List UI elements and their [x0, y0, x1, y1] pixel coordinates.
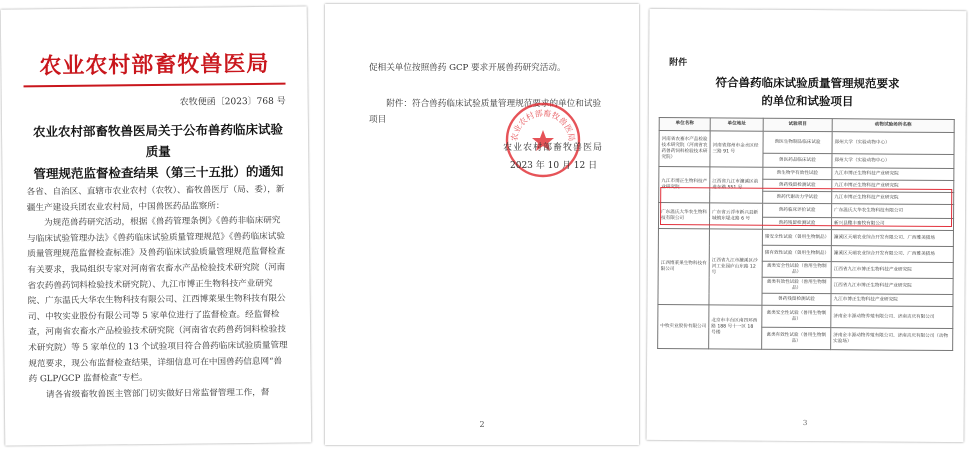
table-row — [659, 130, 954, 154]
cell-animal-site: 郑州大学（实验动物中心） — [832, 154, 954, 169]
cell-animal-site: 济南金丰源动物养殖有限公司、济南吉庆有限公司（动物实验场） — [831, 328, 953, 351]
header-unit-name: 单位名称 — [659, 117, 710, 130]
header-test-project: 试验项目 — [763, 118, 832, 131]
table-row — [659, 166, 954, 180]
header-unit-address: 单位地址 — [710, 118, 763, 131]
cell-test-project: 兽医生物制品临床试验 — [763, 131, 832, 153]
cell-unit-name: 九江市博正生物科技产业研究院 — [659, 166, 710, 202]
cell-test-project: 禽类安全性试验（兽用生物制品） — [762, 305, 831, 327]
cell-test-project: 兽药残留检测试验 — [762, 293, 831, 305]
header-animal-site: 动物试验场所名称 — [832, 119, 954, 133]
cell-test-project: 猪有效性试验（兽用生物制品） — [762, 245, 831, 261]
cell-test-project: 兽医药品临床试验 — [763, 153, 832, 167]
cell-animal-site: 新兴县穗丰畜牧有限公司 — [831, 218, 953, 231]
cell-unit-name: 江西博莱果生物科技有限公司 — [658, 228, 710, 304]
cell-unit-address: 广东省云浮市新兴县新城镇东堤北路 6 号 — [709, 203, 762, 229]
highlight-box — [660, 187, 952, 227]
annex-title-line-2: 的单位和试验项目 — [761, 93, 854, 109]
cell-test-project: 禽类有效性试验（兽用生物制品） — [762, 327, 831, 349]
cell-unit-address: 江西省九江市濂溪区前进东路 551 号 — [710, 167, 763, 203]
attachment-line-1: 附件：符合兽药临床试验质量管理规范要求的单位和试验 — [386, 99, 602, 109]
body-paragraph: 请各省级畜牧兽医主管部门切实做好日常监督管理工作，督 — [45, 387, 270, 400]
cell-unit-address: 江西省九江市濂溪区沙河工业园庐山东路 12 号 — [709, 229, 763, 305]
cell-animal-site: 九江市博正生物科技产业研究院 — [832, 192, 954, 205]
cell-test-project: 兽生物学有效性试验 — [763, 167, 832, 179]
cell-animal-site: 广东温氏大华农生物科技有限公司 — [832, 204, 954, 219]
issuing-organization: 农业农村部畜牧兽医局 — [39, 51, 270, 80]
cell-test-project: 兽药临床评价试验 — [763, 203, 832, 217]
document-number: 农牧便函〔2023〕768 号 — [179, 96, 286, 108]
page-number: 2 — [479, 420, 485, 429]
seal-text: 农业农村部畜牧兽医局 — [509, 108, 577, 142]
table-row — [658, 304, 953, 328]
cell-test-project: 兽药残留检测试验 — [762, 217, 831, 229]
cell-animal-site: 江西省九江市博正生物科技产业研究院 — [831, 262, 953, 279]
cell-test-project: 猪安全性试验（兽用生物制品） — [762, 229, 831, 245]
signature-date: 2023 年 10 月 12 日 — [510, 161, 598, 171]
annex-label: 附件 — [669, 58, 688, 69]
document-page-1 — [1, 6, 312, 445]
notice-title-line-2: 管理规范监督检查结果（第三十五批）的通知 — [33, 163, 284, 182]
cell-animal-site: 九江市博正生物科技产业研究院 — [831, 294, 953, 307]
cell-test-project: 兽药残留检测试验 — [763, 179, 832, 191]
qualified-units-table — [657, 117, 955, 351]
annex-title-line-1: 符合兽药临床试验质量管理规范要求 — [715, 75, 900, 91]
cell-test-project: 禽类安全性试验（兽用生物制品） — [762, 261, 831, 277]
cell-unit-address: 北京市丰台区南四环西路 188 号十一区 18 号楼 — [709, 305, 762, 349]
cell-animal-site: 九江市博正生物科技产业研究院 — [832, 180, 954, 193]
body-paragraph: 为规范兽药研究活动，根据《兽药管理条例》《兽药非临床研究与临床试验管理办法》《兽药临床试验质量管理规范》《兽药临床试验质量管理规范监督检查标准》及兽药临床试验质量管理规范监督检查有关要求，我局组织专家对河南省农畜水产品检验技术研究院（河南省农药兽药饲料检验技术研究院）、九江市博正生物科技产业研究院、广东温氏大华农生物科技有限公司、江西博莱果生物科技有限公司、中牧实业股份有限公司等 5 家单位进行了监督检查。经监督检查，河南省农畜水产品检验技术研究院（河南省农药兽药饲料检验技术研究院）等 5 家单位的 13 个试验项目符合兽药临床试验质量管理规范要求，现公布监督检查结果，详细信息可在中国兽药信息网“兽药 GLP/GCP 监督检查”专栏。 — [27, 215, 288, 385]
notice-title — [32, 119, 285, 185]
signature-organization: 农业农村部畜牧兽医局 — [503, 143, 604, 153]
body-paragraph: 各省、自治区、直辖市农业农村（农牧）、畜牧兽医厅（局、委），新疆生产建设兵团农业农村局，中国兽医药品监察所： — [26, 184, 285, 213]
cell-unit-address: 河南省郑州市金水区经三路 91 号 — [710, 131, 763, 167]
cell-unit-name: 广东温氏大华农生物科技有限公司 — [658, 202, 709, 228]
cell-test-project: 禽类有效性试验（兽用生物制品） — [762, 277, 831, 293]
annex-title — [649, 73, 966, 111]
cell-animal-site: 濂溪区天瑞农业综合开发有限公司、广西雅美猪场 — [831, 246, 953, 263]
document-page-2 — [325, 4, 639, 445]
page-number: 3 — [802, 418, 808, 428]
table-row — [658, 228, 953, 246]
continuation-line: 促相关单位按照兽药 GCP 要求开展兽药研究活动。 — [369, 63, 566, 73]
cell-test-project: 兽药代谢动力学试验 — [763, 191, 832, 203]
header-red-rule — [24, 83, 286, 88]
cell-animal-site: 济南金丰源动物养殖有限公司、济南吉庆有限公司 — [831, 306, 953, 329]
cell-animal-site: 江西省九江市博正生物科技产业研究院 — [831, 278, 953, 295]
cell-unit-name: 中牧实业股份有限公司 — [658, 304, 709, 348]
notice-body — [27, 183, 291, 404]
cell-animal-site: 九江市博正生物科技产业研究院 — [832, 168, 954, 181]
notice-title-line-1: 农业农村部畜牧兽医局关于公布兽药临床试验质量 — [32, 121, 284, 160]
cell-unit-name: 河南省农畜水产品检验技术研究院（河南省农药兽药饲料检验技术研究院） — [659, 130, 710, 166]
attachment-line-2: 项目 — [369, 115, 387, 125]
document-page-3 — [646, 9, 966, 442]
cell-animal-site: 濂溪区天瑞农业综合开发有限公司、广西雅美猪场 — [831, 230, 953, 247]
cell-animal-site: 郑州大学（实验动物中心） — [832, 132, 954, 155]
